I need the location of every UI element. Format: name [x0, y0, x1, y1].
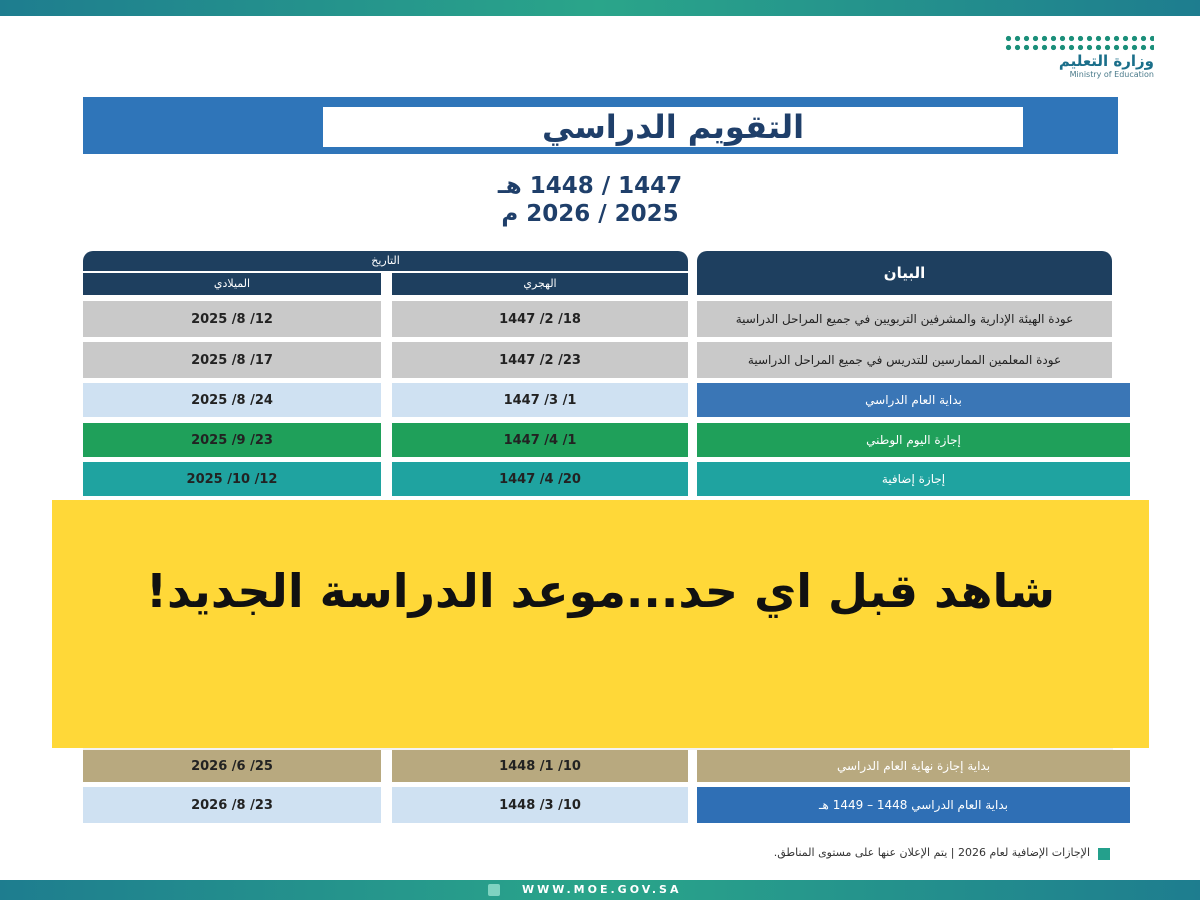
- table-row-gregorian: 23/ 8/ 2026: [83, 787, 381, 823]
- table-row-hijri: 1/ 4/ 1447: [392, 423, 688, 457]
- table-row-hijri: 18/ 2/ 1447: [392, 301, 688, 337]
- column-header-date: التاريخ: [83, 251, 688, 271]
- table-row-gregorian: 25/ 6/ 2026: [83, 750, 381, 782]
- table-row-label: بداية العام الدراسي: [697, 383, 1130, 417]
- hijri-years: 1447 / 1448 هـ: [497, 173, 683, 199]
- academic-years: [420, 172, 760, 228]
- gregorian-years: 2025 / 2026 م: [501, 201, 679, 227]
- logo-text: وزارة التعليم: [1058, 52, 1154, 70]
- table-row-gregorian: 17/ 8/ 2025: [83, 342, 381, 378]
- table-row-hijri: 1/ 3/ 1447: [392, 383, 688, 417]
- title-banner: [83, 97, 1118, 154]
- table-row-gregorian: 23/ 9/ 2025: [83, 423, 381, 457]
- table-row-gregorian: 12/ 10/ 2025: [83, 462, 381, 496]
- footer-website: [500, 883, 760, 897]
- table-row-label: إجازة إضافية: [697, 462, 1130, 496]
- table-row-hijri: 23/ 2/ 1447: [392, 342, 688, 378]
- column-header-statement: البيان: [697, 251, 1112, 295]
- table-row-hijri: 10/ 3/ 1448: [392, 787, 688, 823]
- ministry-logo: [1000, 30, 1160, 80]
- logo-subtext: Ministry of Education: [1069, 70, 1154, 79]
- table-row-hijri: 20/ 4/ 1447: [392, 462, 688, 496]
- table-row-label: عودة المعلمين الممارسين للتدريس في جميع المراحل الدراسية: [697, 342, 1112, 378]
- page-title: التقويم الدراسي: [541, 108, 805, 146]
- table-row-gregorian: 24/ 8/ 2025: [83, 383, 381, 417]
- table-row-gregorian: 12/ 8/ 2025: [83, 301, 381, 337]
- headline-overlay: [52, 500, 1149, 748]
- footer-url-text: WWW.MOE.GOV.SA: [522, 883, 682, 896]
- logo-dots-icon: [1004, 34, 1154, 52]
- column-header-gregorian: الميلادي: [83, 273, 381, 295]
- table-row-hijri: 10/ 1/ 1448: [392, 750, 688, 782]
- top-decorative-bar: [0, 0, 1200, 16]
- footnote: [420, 845, 1110, 865]
- footnote-text: الإجازات الإضافية لعام 2026 | يتم الإعلان عنها على مستوى المناطق.: [773, 846, 1090, 859]
- column-header-hijri: الهجري: [392, 273, 688, 295]
- bullet-square-icon: [1098, 848, 1110, 860]
- table-row-label: بداية إجازة نهاية العام الدراسي: [697, 750, 1130, 782]
- table-row-label: عودة الهيئة الإدارية والمشرفين التربويين في جميع المراحل الدراسية: [697, 301, 1112, 337]
- overlay-headline: شاهد قبل اي حد...موعد الدراسة الجديد!: [146, 564, 1055, 618]
- website-icon: [488, 884, 500, 896]
- table-row-label: إجازة اليوم الوطني: [697, 423, 1130, 457]
- table-row-label: بداية العام الدراسي 1448 – 1449 هـ: [697, 787, 1130, 823]
